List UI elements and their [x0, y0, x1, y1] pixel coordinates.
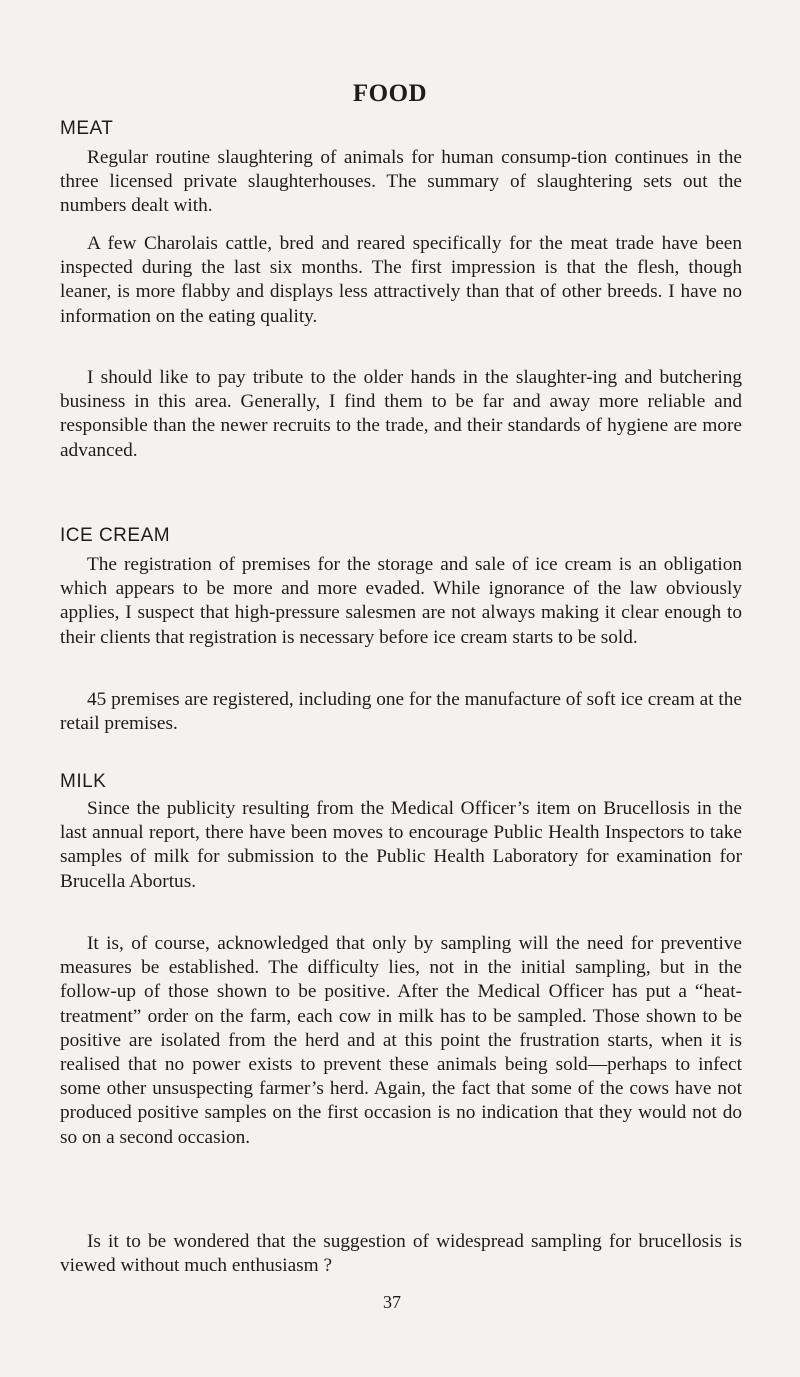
ice-cream-paragraph-1: The registration of premises for the storage and sale of ice cream is an obligation which appears to be more and more evaded. While ignorance of the law obviously applies, I suspect that high-pressure salesmen are not always making it clear enough to their clients that registration is necessary before ice cream starts to be sold. [60, 554, 742, 648]
milk-paragraph-1: Since the publicity resulting from the Medical Officer’s item on Brucellosis in the last annual report, there have been moves to encourage Public Health Inspectors to take samples of milk for submission to the Public Health Laboratory for examination for Brucella Abortus. [60, 798, 742, 892]
section-heading-meat: MEAT [60, 118, 114, 139]
meat-paragraph-3: I should like to pay tribute to the older hands in the slaughter-ing and butchering business in this area. Generally, I find them to be far and away more reliable and responsible than the newer recruits to the trade, and their standards of hygiene are more advanced. [60, 367, 742, 461]
section-heading-ice-cream: ICE CREAM [60, 525, 171, 546]
page-title: FOOD [352, 80, 428, 107]
milk-paragraph-3: Is it to be wondered that the suggestion of widespread sampling for brucellosis is viewed without much enthusiasm ? [60, 1231, 742, 1277]
ice-cream-paragraph-2: 45 premises are registered, including one for the manufacture of soft ice cream at the retail premises. [60, 689, 742, 735]
page-number: 37 [383, 1292, 401, 1312]
milk-paragraph-2: It is, of course, acknowledged that only by sampling will the need for preventive measures be established. The difficulty lies, not in the initial sampling, but in the follow-up of those shown to be positive. After the Medical Officer has put a “heat-treatment” order on the farm, each cow in milk has to be sampled. Those shown to be positive are isolated from the herd and at this point the frustration starts, when it is realised that no power exists to prevent these animals being sold—perhaps to infect some other unsuspecting farmer’s herd. Again, the fact that some of the cows have not produced positive samples on the first occasion is no indication that they would not do so on a second occasion. [60, 933, 742, 1148]
meat-paragraph-2: A few Charolais cattle, bred and reared specifically for the meat trade have been inspected during the last six months. The first impression is that the flesh, though leaner, is more flabby and displays less attractively than that of other breeds. I have no information on the eating quality. [60, 233, 742, 327]
section-heading-milk: MILK [60, 771, 107, 792]
meat-paragraph-1: Regular routine slaughtering of animals for human consump-tion continues in the three licensed private slaughterhouses. The summary of slaughtering sets out the numbers dealt with. [60, 147, 742, 217]
